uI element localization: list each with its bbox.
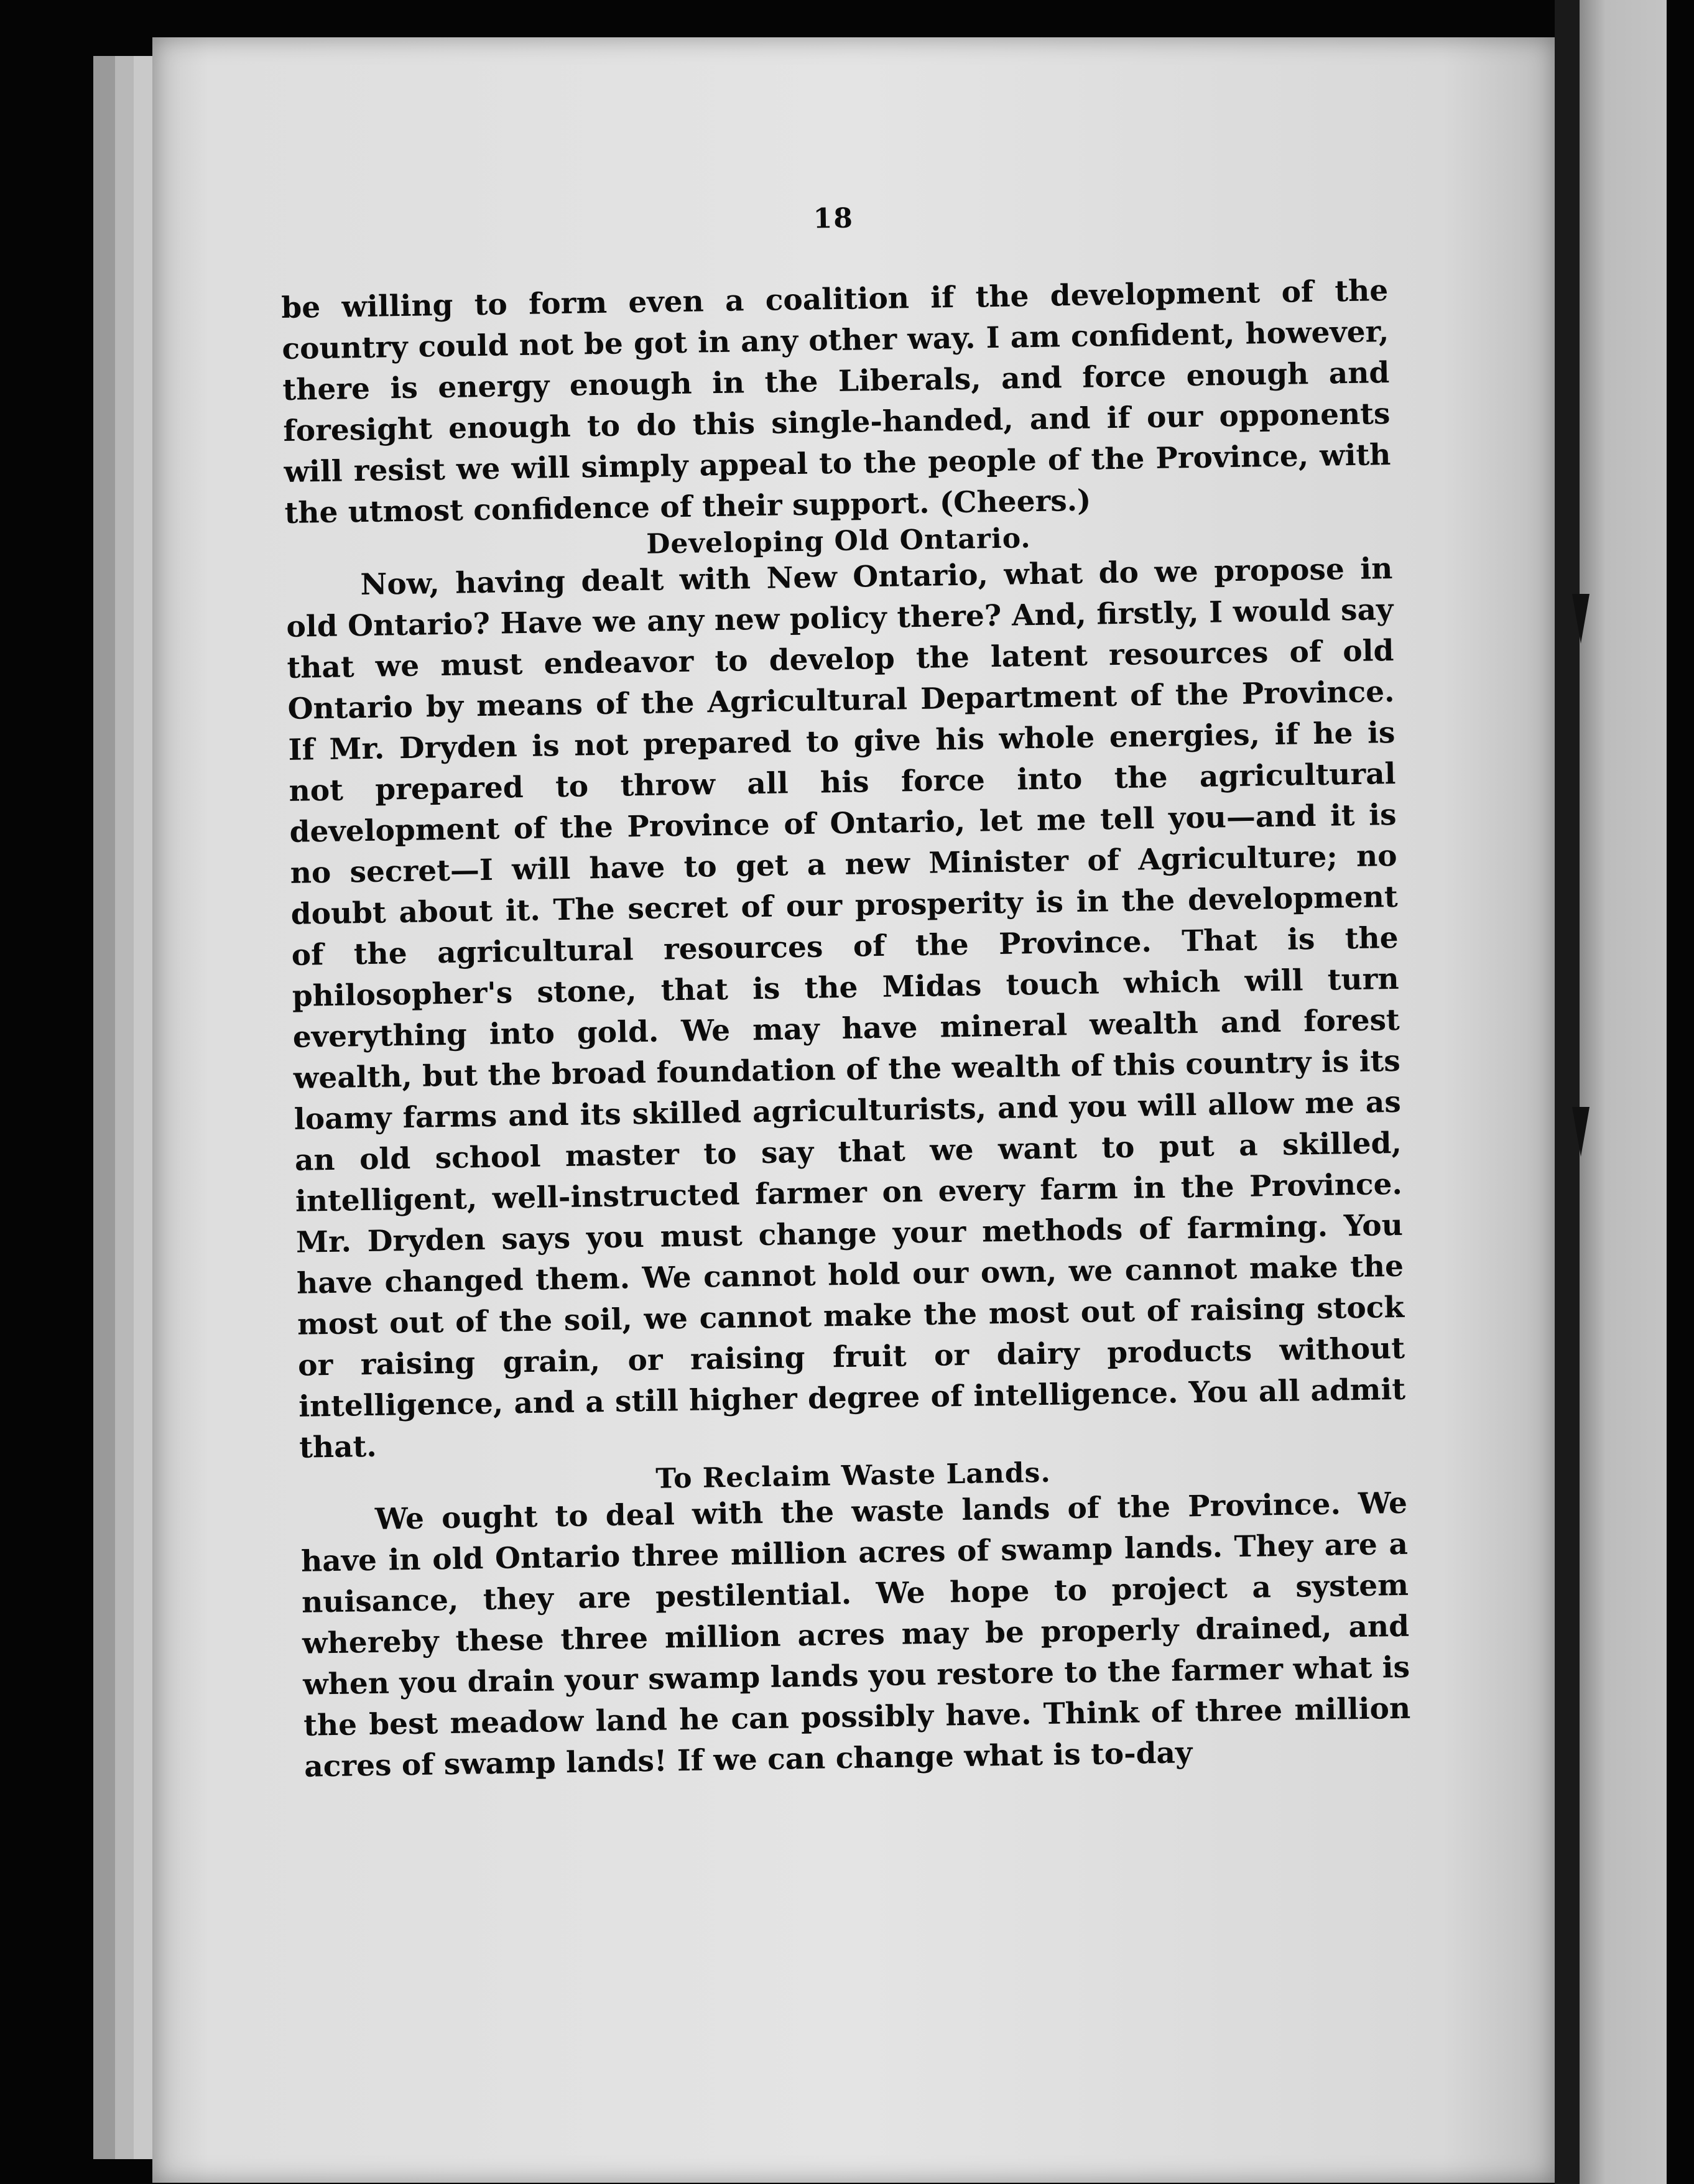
section-heading-reclaim-waste-lands: To Reclaim Waste Lands.	[655, 1456, 1052, 1495]
page-marker-icon	[1572, 594, 1590, 644]
scan-border	[1667, 0, 1694, 2184]
section-heading-developing-old-ontario: Developing Old Ontario.	[646, 522, 1032, 560]
book-gutter	[1555, 0, 1580, 2184]
facing-page-edge	[1580, 0, 1667, 2184]
paragraph-continued: be willing to form even a coalition if the development of the country could not be got in any other way. I am confident, however, there is energy enough in the Liberals, and force enough and foresight enough to do this single-handed, and if our opponents will resist we will simply appeal to the people of the Province, with the utmost confidence of their support. (Cheers.)	[281, 274, 1391, 530]
page-marker-icon	[1572, 1107, 1590, 1157]
paragraph-waste-lands: We ought to deal with the waste lands of the Province. We have in old Ontario three million acres of swamp lands. They are a nuisance, they are pestilential. We hope to project a system whereby these three million acres may be properly drained, and when you drain your swamp lands you restore to the farmer what is the best meadow land he can possibly have. Think of three million acres of swamp lands! If we can change what is to-day	[300, 1486, 1411, 1784]
paragraph-old-ontario-policy: Now, having dealt with New Ontario, what do we propose in old Ontario? Have we any new policy there? And, firstly, I would say that we must endeavor to develop the latent resources of old Ontario by means of the Agricultural Department of the Province. If Mr. Dryden is not prepared to give his whole energies, if he is not prepared to throw all his force into the agricultural development of the Province of Ontario, let me tell you—and it is no secret—I will have to get a new Minister of Agriculture; no doubt about it. The secret of our prosperity is in the development of the agricultural resources of the Province. That is the philosopher's stone, that is the Midas touch which will turn everything into gold. We may have mineral wealth and forest wealth, but the broad foundation of the wealth of this country is its loamy farms and its skilled agriculturists, and you will allow me as an old school master to say that we want to put a skilled, intelligent, well-instructed farmer on every farm in the Province. Mr. Dryden says you must change your methods of farming. You have changed them. We cannot hold our own, we cannot make the most out of the soil, we cannot make the most out of raising stock or raising grain, or raising fruit or dairy products without intelligence, and a still higher degree of intelligence. You all admit that.	[286, 551, 1406, 1465]
page-content	[280, 194, 1412, 1788]
page-number: 18	[813, 202, 854, 235]
